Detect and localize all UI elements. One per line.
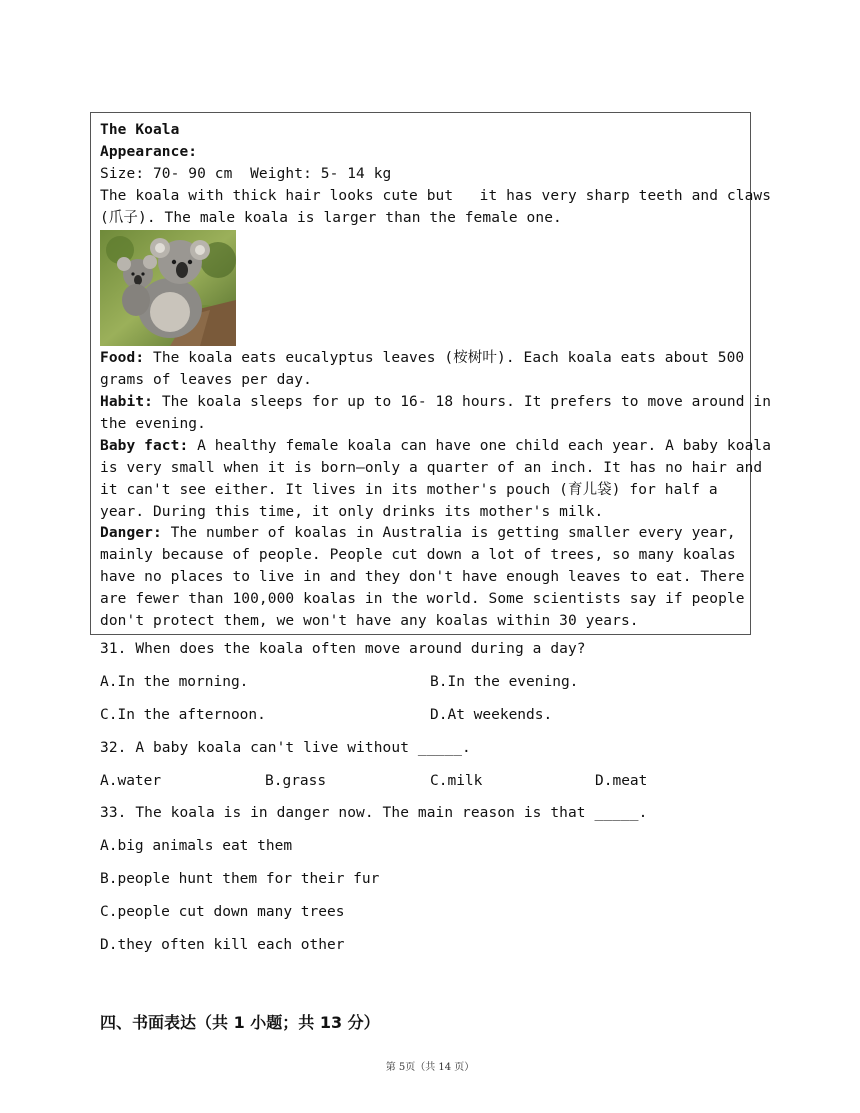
q31-option-c[interactable]: C.In the afternoon. [100,707,266,723]
q33-option-a[interactable]: A.big animals eat them [100,838,293,854]
food-paragraph [100,347,744,369]
baby-line: year. During this time, it only drinks its mother's milk. [100,504,604,520]
baby-paragraph [100,435,771,457]
habit-label: Habit: [100,394,153,410]
koala-photo [100,230,236,346]
baby-label: Baby fact: [100,438,189,454]
question-31-stem: 31. When does the koala often move around during a day? [100,641,586,657]
danger-line: are fewer than 100,000 koalas in the world. Some scientists say if people [100,591,745,607]
q32-option-b[interactable]: B.grass [265,773,327,789]
passage-title: The Koala [100,122,180,138]
appearance-line: (爪子). The male koala is larger than the female one. [100,210,562,226]
food-label: Food: [100,350,145,366]
q31-option-b[interactable]: B.In the evening. [430,674,579,690]
q32-option-c[interactable]: C.milk [430,773,483,789]
question-33-stem: 33. The koala is in danger now. The main reason is that _____. [100,805,648,821]
danger-paragraph [100,522,736,544]
q32-option-a[interactable]: A.water [100,773,162,789]
habit-line: the evening. [100,416,206,432]
section-heading: 四、书面表达（共 1 小题；共 13 分） [100,1013,380,1032]
size-weight-line: Size: 70- 90 cm Weight: 5- 14 kg [100,166,392,182]
danger-line: have no places to live in and they don't have enough leaves to eat. There [100,569,745,585]
baby-line: it can't see either. It lives in its mother's pouch (育儿袋) for half a [100,482,718,498]
danger-text: The number of koalas in Australia is getting smaller every year, [161,525,736,541]
q33-option-b[interactable]: B.people hunt them for their fur [100,871,380,887]
food-text: The koala eats eucalyptus leaves (桉树叶). Each koala eats about 500 [144,350,745,366]
appearance-heading: Appearance: [100,144,198,160]
q32-option-d[interactable]: D.meat [595,773,648,789]
q31-option-d[interactable]: D.At weekends. [430,707,553,723]
question-32-stem: 32. A baby koala can't live without _____. [100,740,471,756]
food-line: grams of leaves per day. [100,372,312,388]
baby-text: A healthy female koala can have one child each year. A baby koala [188,438,772,454]
danger-label: Danger: [100,525,162,541]
q33-option-c[interactable]: C.people cut down many trees [100,904,345,920]
habit-paragraph [100,391,771,413]
appearance-line: The koala with thick hair looks cute but it has very sharp teeth and claws [100,188,772,204]
q31-option-a[interactable]: A.In the morning. [100,674,249,690]
page-footer: 第 5页（共 14 页） [385,1062,475,1073]
danger-line: don't protect them, we won't have any koalas within 30 years. [100,613,639,629]
danger-line: mainly because of people. People cut down a lot of trees, so many koalas [100,547,736,563]
habit-text: The koala sleeps for up to 16- 18 hours. It prefers to move around in [152,394,772,410]
baby-line: is very small when it is born—only a quarter of an inch. It has no hair and [100,460,763,476]
q33-option-d[interactable]: D.they often kill each other [100,937,345,953]
